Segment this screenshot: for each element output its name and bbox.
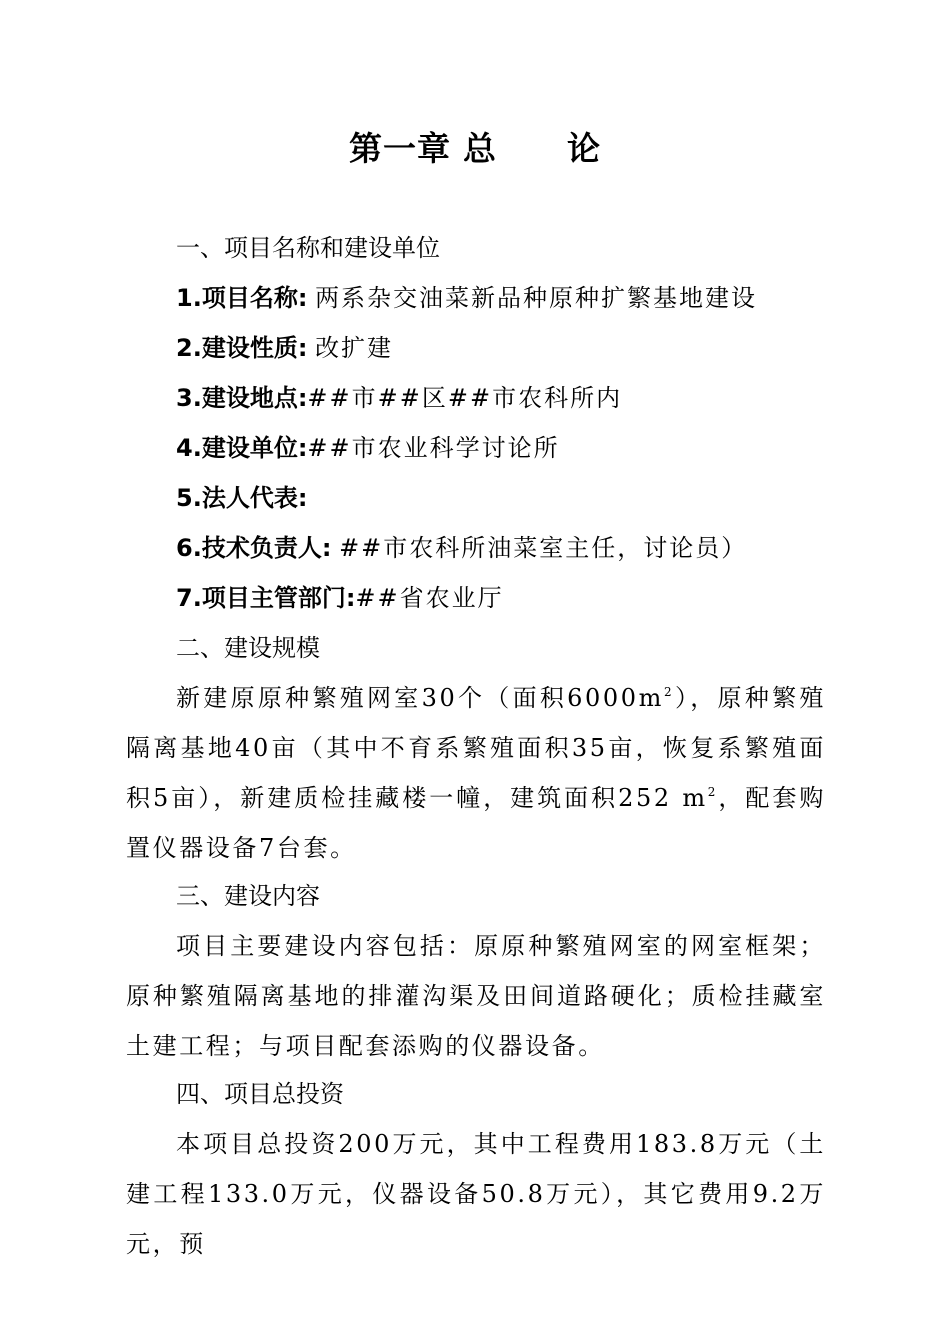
paragraph-text: ，配套购置仪器设备7台套。 bbox=[126, 784, 826, 862]
field-label: 4.建设单位: bbox=[176, 434, 308, 462]
section-4-paragraph: 本项目总投资200万元，其中工程费用183.8万元（土建工程133.0万元，仪器设备50.8万元），其它费用9.2万元，预 bbox=[126, 1130, 826, 1258]
field-legal-representative bbox=[176, 481, 307, 515]
section-4-heading: 四、项目总投资 bbox=[176, 1080, 344, 1108]
section-2-paragraph bbox=[126, 673, 826, 873]
field-value: ##市农业科学讨论所 bbox=[307, 434, 560, 462]
chapter-title-word-1: 总 bbox=[463, 129, 497, 168]
field-construction-nature bbox=[176, 331, 393, 365]
superscript: 2 bbox=[707, 785, 719, 799]
paragraph-text: ），原种繁殖隔离基地40亩（其中不育系繁殖面积35亩，恢复系繁殖面积5亩），新建质检挂藏楼一幢，建筑面积252 m bbox=[126, 684, 826, 812]
chapter-title-word-2: 论 bbox=[567, 129, 601, 168]
field-value: ##省农业厅 bbox=[355, 584, 504, 612]
field-supervising-department bbox=[176, 581, 504, 615]
chapter-title bbox=[0, 126, 950, 172]
section-1-heading: 一、项目名称和建设单位 bbox=[176, 234, 440, 262]
field-value: ##市农科所油菜室主任，讨论员） bbox=[339, 534, 748, 562]
field-value: ##市##区##市农科所内 bbox=[307, 384, 623, 412]
superscript: 2 bbox=[664, 685, 675, 699]
field-label: 3.建设地点: bbox=[176, 384, 308, 412]
field-construction-site bbox=[176, 381, 622, 415]
field-construction-unit bbox=[176, 431, 560, 465]
field-label: 2.建设性质: bbox=[176, 334, 308, 362]
field-label: 1.项目名称: bbox=[176, 284, 308, 312]
field-value: 两系杂交油菜新品种原种扩繁基地建设 bbox=[315, 284, 758, 312]
section-2-heading: 二、建设规模 bbox=[176, 634, 320, 662]
field-technical-lead bbox=[176, 531, 747, 565]
section-3-paragraph: 项目主要建设内容包括：原原种繁殖网室的网室框架；原种繁殖隔离基地的排灌沟渠及田间道路硬化；质检挂藏室土建工程；与项目配套添购的仪器设备。 bbox=[126, 932, 826, 1060]
section-3-heading: 三、建设内容 bbox=[176, 882, 320, 910]
paragraph-text: 新建原原种繁殖网室30个（面积6000m bbox=[176, 684, 665, 712]
field-label: 7.项目主管部门: bbox=[176, 584, 356, 612]
field-label: 6.技术负责人: bbox=[176, 534, 332, 562]
chapter-number: 第一章 bbox=[349, 129, 451, 168]
field-project-name bbox=[176, 281, 757, 315]
field-value: 改扩建 bbox=[315, 334, 394, 362]
field-label: 5.法人代表: bbox=[176, 484, 308, 512]
